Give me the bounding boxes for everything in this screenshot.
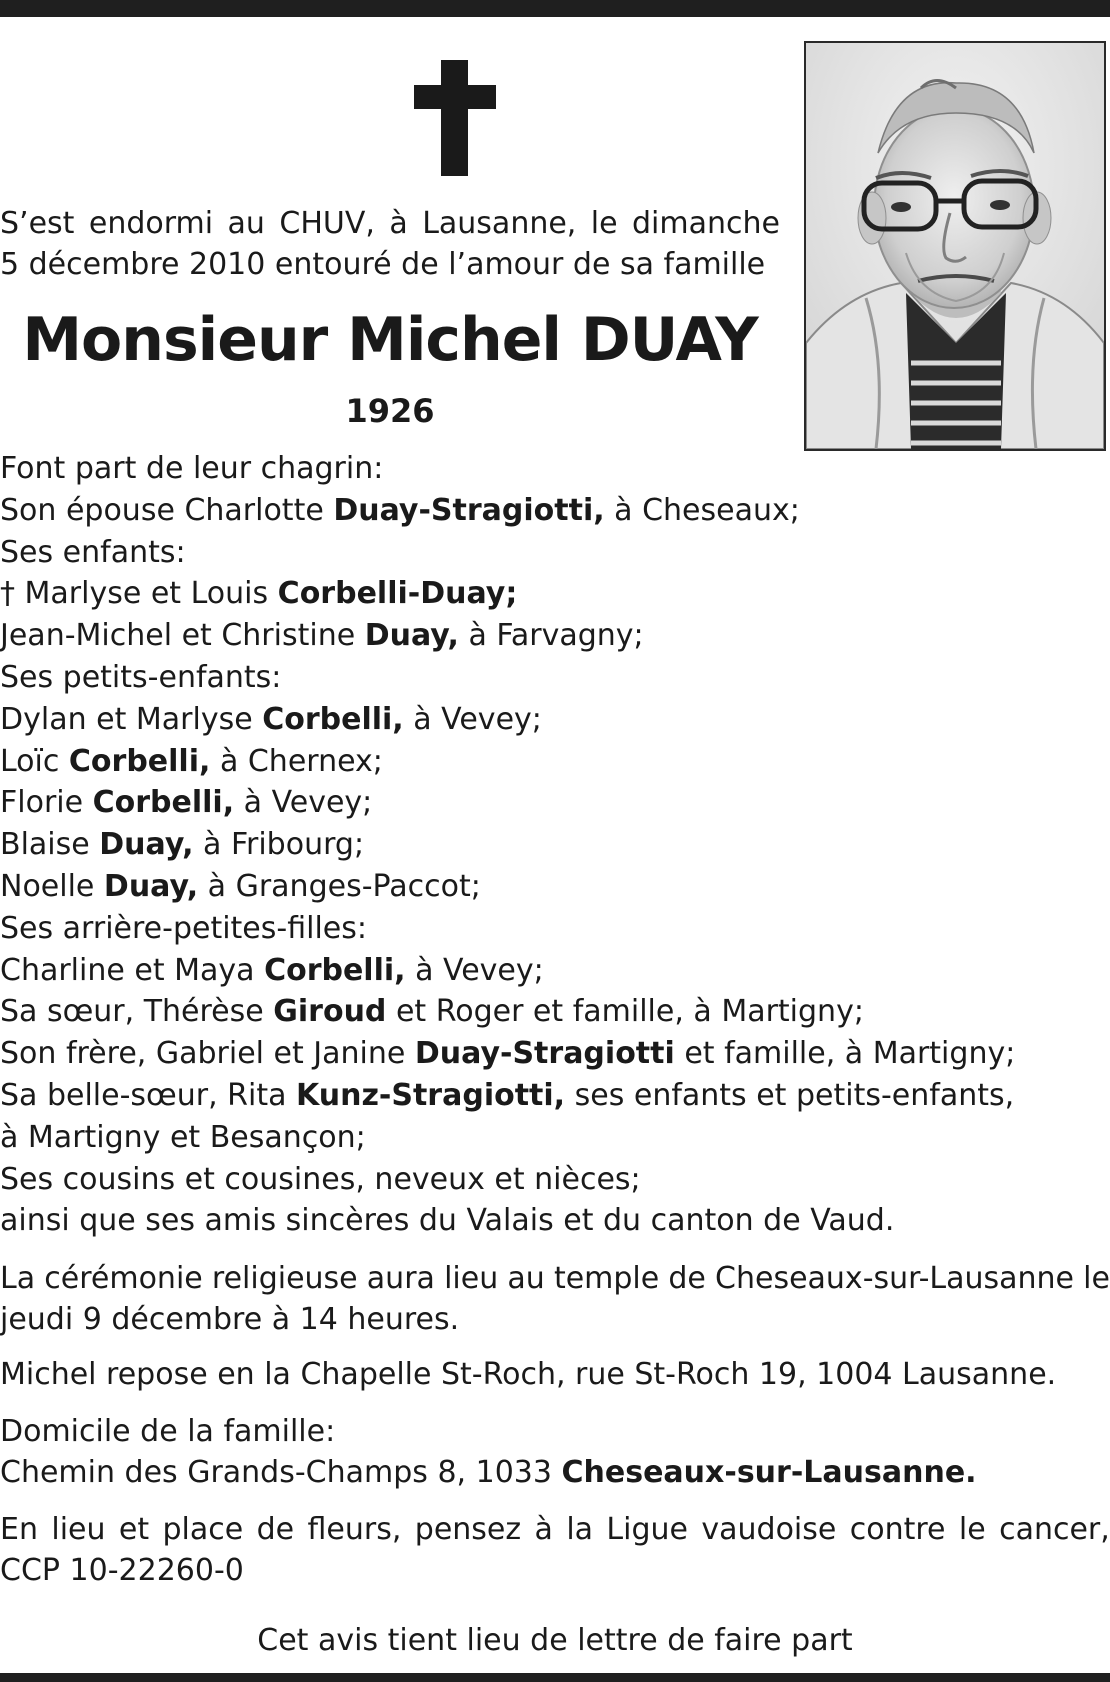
- intro-word: S’est: [0, 206, 75, 241]
- family-text: Sa sœur, Thérèse: [0, 994, 274, 1030]
- intro-word: le: [590, 206, 618, 241]
- family-line: [0, 448, 1110, 490]
- ceremony-word: religieuse: [211, 1261, 358, 1296]
- family-text: à Vevey;: [403, 701, 542, 737]
- family-text: Ses cousins et cousines, neveux et nièces;: [0, 1161, 641, 1197]
- family-text: à Fribourg;: [193, 827, 365, 863]
- family-text: Font part de leur chagrin:: [0, 451, 384, 486]
- ceremony-word: aura: [366, 1261, 435, 1296]
- domicile-town: Cheseaux-sur-Lausanne.: [561, 1455, 977, 1490]
- family-text: à Martigny et Besançon;: [0, 1119, 366, 1155]
- ceremony-line-2: jeudi 9 décembre à 14 heures.: [0, 1302, 460, 1337]
- family-line: [0, 1117, 1110, 1159]
- family-surname: Duay,: [364, 618, 459, 654]
- family-text: Son épouse Charlotte: [0, 492, 334, 528]
- family-text: à Farvagny;: [458, 618, 644, 654]
- intro-word: CHUV,: [279, 206, 375, 241]
- flowers-word: à: [534, 1512, 553, 1547]
- family-text: Charline et Maya: [0, 952, 265, 988]
- flowers-word: la: [566, 1512, 594, 1547]
- family-line: [0, 741, 1110, 783]
- flowers-word: cancer,: [999, 1512, 1110, 1547]
- flowers-word: En: [0, 1512, 38, 1547]
- family-text: Sa belle-sœur, Rita: [0, 1077, 297, 1113]
- domicile-label: Domicile de la famille:: [0, 1414, 336, 1449]
- family-line: [0, 573, 1110, 615]
- ceremony-word: au: [507, 1261, 545, 1296]
- family-text: à Cheseaux;: [604, 492, 800, 528]
- family-surname: Kunz-Stragiotti,: [296, 1077, 566, 1113]
- flowers-word: et: [118, 1512, 150, 1547]
- intro-word: dimanche: [632, 206, 780, 241]
- family-line: [0, 1033, 1110, 1075]
- family-line: [0, 991, 1110, 1033]
- family-text: Ses petits-enfants:: [0, 659, 282, 695]
- flowers-word: place: [162, 1512, 244, 1547]
- family-text: Ses enfants:: [0, 534, 186, 570]
- family-text: à Vevey;: [234, 785, 373, 821]
- family-text: Blaise: [0, 827, 100, 863]
- family-text: Florie: [0, 785, 93, 821]
- family-surname: Corbelli,: [68, 743, 211, 779]
- family-text: ses enfants et petits-enfants,: [565, 1077, 1015, 1113]
- family-surname: Corbelli-Duay;: [277, 576, 518, 612]
- family-text: ainsi que ses amis sincères du Valais et du canton de Vaud.: [0, 1203, 895, 1239]
- family-line: [0, 950, 1110, 992]
- flowers-word: vaudoise: [701, 1512, 837, 1547]
- intro-text: [0, 203, 780, 285]
- intro-word: au: [227, 206, 265, 241]
- ceremony-word: temple: [553, 1261, 660, 1296]
- ceremony-word: le: [1083, 1261, 1110, 1296]
- family-line: [0, 615, 1110, 657]
- family-surname: Duay-Stragiotti,: [333, 492, 605, 528]
- family-text: † Marlyse et Louis: [0, 576, 278, 612]
- top-rule: [0, 0, 1110, 17]
- family-surname: Corbelli,: [264, 952, 406, 988]
- family-surname: Duay,: [99, 827, 194, 863]
- repose-paragraph: [0, 1354, 1110, 1395]
- family-text: Noelle: [0, 868, 104, 904]
- family-line: [0, 866, 1110, 908]
- intro-word: Lausanne,: [422, 206, 577, 241]
- family-line: [0, 699, 1110, 741]
- domicile-address-line: [0, 1452, 1110, 1493]
- family-line: [0, 1159, 1110, 1201]
- family-text: Jean-Michel et Christine: [0, 618, 365, 654]
- family-line: [0, 782, 1110, 824]
- bottom-rule: [0, 1673, 1110, 1682]
- flowers-word: de: [256, 1512, 295, 1547]
- ceremony-word: cérémonie: [44, 1261, 203, 1296]
- flowers-word: lieu: [51, 1512, 106, 1547]
- repose-text: Michel repose en la Chapelle St-Roch, rue St-Roch 19, 1004 Lausanne.: [0, 1357, 1057, 1392]
- flowers-word: Ligue: [606, 1512, 688, 1547]
- family-line: [0, 490, 1110, 532]
- intro-line-1: [0, 203, 780, 244]
- family-line: [0, 1200, 1110, 1242]
- family-text: et Roger et famille, à Martigny;: [386, 994, 864, 1030]
- flowers-word: pensez: [414, 1512, 522, 1547]
- family-surname: Giroud: [273, 994, 387, 1030]
- ceremony-paragraph: [0, 1258, 1110, 1340]
- intro-line-2: 5 décembre 2010 entouré de l’amour de sa famille: [0, 247, 766, 282]
- ceremony-word: La: [0, 1261, 36, 1296]
- flowers-line-2: CCP 10-22260-0: [0, 1553, 244, 1588]
- ceremony-word: Cheseaux-sur-Lausanne: [715, 1261, 1075, 1296]
- family-text: Loïc: [0, 743, 69, 779]
- flowers-word: le: [958, 1512, 986, 1547]
- family-surname: Duay,: [103, 868, 199, 904]
- domicile-paragraph: [0, 1411, 1110, 1493]
- intro-word: endormi: [88, 206, 214, 241]
- family-surname: Corbelli,: [262, 701, 404, 737]
- family-line: [0, 824, 1110, 866]
- family-text: Ses arrière-petites-filles:: [0, 910, 367, 946]
- birth-year: 1926: [345, 392, 435, 430]
- family-text: à Chernex;: [210, 743, 383, 779]
- flowers-word: contre: [849, 1512, 946, 1547]
- family-line: [0, 532, 1110, 574]
- family-text: à Vevey;: [405, 952, 544, 988]
- ceremony-word: de: [668, 1261, 706, 1296]
- flowers-paragraph: [0, 1509, 1110, 1591]
- family-surname: Duay-Stragiotti: [414, 1036, 675, 1072]
- family-line: [0, 657, 1110, 699]
- family-text: à Granges-Paccot;: [198, 868, 481, 904]
- family-text: Dylan et Marlyse: [0, 701, 263, 737]
- family-list: [0, 448, 1110, 1242]
- flowers-line-1: [0, 1509, 1110, 1550]
- deceased-name: Monsieur Michel DUAY: [22, 305, 758, 375]
- footer-note: Cet avis tient lieu de lettre de faire part: [257, 1623, 853, 1658]
- family-surname: Corbelli,: [92, 785, 235, 821]
- intro-word: à: [389, 206, 408, 241]
- family-line: [0, 908, 1110, 950]
- portrait-photo: [804, 41, 1106, 451]
- flowers-word: fleurs,: [307, 1512, 402, 1547]
- family-line: [0, 1075, 1110, 1117]
- ceremony-line-1: [0, 1258, 1110, 1299]
- ceremony-word: lieu: [444, 1261, 499, 1296]
- family-text: Son frère, Gabriel et Janine: [0, 1036, 415, 1072]
- cross-icon: [414, 60, 496, 176]
- domicile-address: Chemin des Grands-Champs 8, 1033: [0, 1455, 562, 1490]
- family-text: et famille, à Martigny;: [674, 1036, 1016, 1072]
